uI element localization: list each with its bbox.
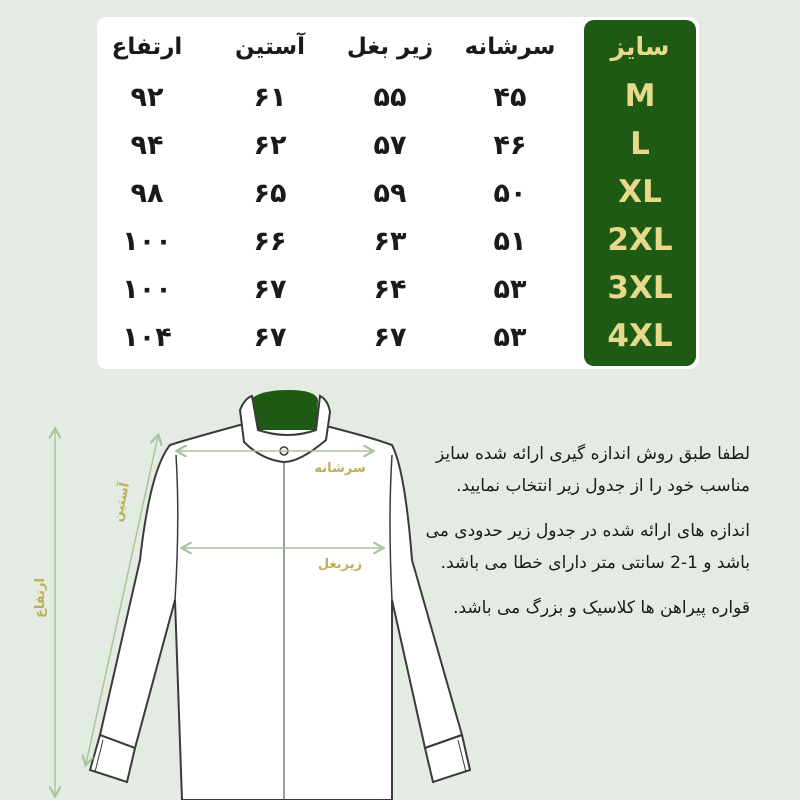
row-sleeve: ۶۲ [253, 130, 287, 161]
row-shoulder: ۴۶ [493, 130, 527, 161]
row-chest: ۶۷ [373, 322, 407, 353]
row-sleeve: ۶۷ [253, 274, 287, 305]
row-chest: ۵۷ [373, 130, 407, 161]
row-chest: ۶۳ [373, 226, 407, 257]
row-shoulder: ۵۳ [493, 322, 527, 353]
row-shoulder: ۵۳ [493, 274, 527, 305]
chest-label: زیربغل [317, 557, 363, 572]
row-height: ۹۴ [130, 130, 164, 161]
instruction-measure: لطفا طبق روش اندازه گیری ارائه شده سایز مناسب خود را از جدول زیر انتخاب نمایید. [436, 444, 750, 496]
header-chest: زیر بغل [346, 34, 434, 60]
row-sleeve: ۶۶ [253, 226, 287, 257]
header-height: ارتفاع [111, 34, 183, 60]
row-chest: ۶۴ [373, 274, 407, 305]
row-size: 3XL [607, 270, 673, 306]
row-chest: ۵۵ [373, 82, 407, 113]
row-height: ۱۰۰ [122, 226, 172, 257]
row-size: 2XL [607, 222, 673, 258]
row-sleeve: ۶۷ [253, 322, 287, 353]
row-size: XL [618, 174, 662, 210]
instructions [420, 438, 750, 637]
row-shoulder: ۵۰ [493, 178, 527, 209]
row-height: ۱۰۴ [122, 322, 172, 353]
row-size: 4XL [607, 318, 673, 354]
row-chest: ۵۹ [373, 178, 407, 209]
collar-lining [250, 390, 318, 430]
row-sleeve: ۶۱ [253, 82, 287, 113]
row-size: M [624, 78, 656, 114]
sleeve-label: آستین [110, 481, 134, 524]
header-size: سایز [610, 32, 670, 61]
row-height: ۹۸ [130, 178, 164, 209]
row-shoulder: ۴۵ [493, 82, 527, 113]
instruction-tolerance: اندازه های ارائه شده در جدول زیر حدودی می باشد و 1-2 سانتی متر دارای خطا می باشد. [425, 521, 750, 573]
shirt-body [100, 425, 462, 800]
row-shoulder: ۵۱ [493, 226, 527, 257]
instruction-fit: قواره پیراهن ها کلاسیک و بزرگ می باشد. [453, 598, 750, 618]
shoulder-label: سرشانه [314, 461, 366, 476]
header-sleeve: آستین [235, 34, 305, 60]
row-height: ۱۰۰ [122, 274, 172, 305]
header-shoulder: سرشانه [464, 34, 556, 60]
row-sleeve: ۶۵ [253, 178, 287, 209]
row-height: ۹۲ [130, 82, 164, 113]
row-size: L [630, 126, 650, 162]
height-label: ارتفاع [33, 578, 48, 618]
